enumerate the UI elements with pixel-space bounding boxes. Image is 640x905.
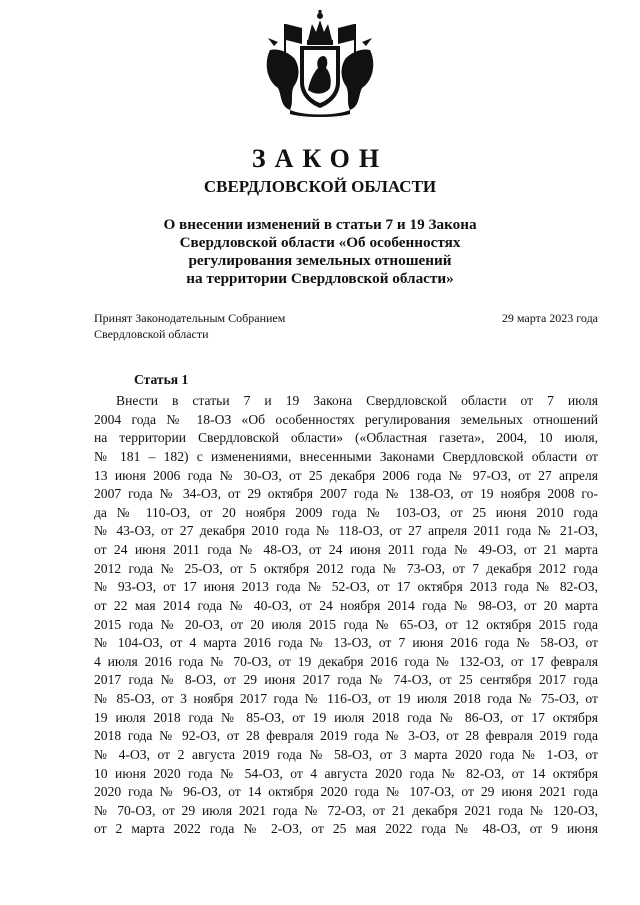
region-title: СВЕРДЛОВСКОЙ ОБЛАСТИ	[203, 177, 437, 196]
article-line: № 43-ОЗ, от 27 декабря 2010 года № 118-ОЗ, от 27 апреля 2011 года № 21-ОЗ,	[94, 523, 598, 539]
subtitle-line: на территории Свердловской области»	[186, 270, 454, 287]
adoption-line: Принят Законодательным Собранием	[94, 311, 286, 325]
article-line: № 93-ОЗ, от 17 июня 2013 года № 52-ОЗ, от 17 октября 2013 года № 82-ОЗ,	[94, 579, 598, 595]
article-line: на территории Свердловской области» («Областная газета», 2004, 10 июля,	[94, 430, 598, 446]
article-line: 4 июля 2016 года № 70-ОЗ, от 19 декабря 2016 года № 132-ОЗ, от 17 февраля	[94, 653, 598, 669]
article-line: от 24 июня 2011 года № 48-ОЗ, от 24 июня 2011 года № 49-ОЗ, от 21 марта	[94, 542, 598, 557]
article-line: Внести в статьи 7 и 19 Закона Свердловской области от 7 июля	[116, 393, 598, 408]
subtitle-line: О внесении изменений в статьи 7 и 19 Закона	[163, 216, 477, 233]
article-line: № 85-ОЗ, от 3 ноября 2017 года № 116-ОЗ, от 19 июля 2018 года № 75-ОЗ, от	[94, 691, 598, 706]
article-line: 2015 года № 20-ОЗ, от 20 июля 2015 года № 65-ОЗ, от 12 октября 2015 года	[94, 616, 598, 632]
adoption-date: 29 марта 2023 года	[501, 311, 598, 325]
article-line: 10 июня 2020 года № 54-ОЗ, от 4 августа 2020 года № 82-ОЗ, от 14 октября	[94, 765, 598, 781]
article-line: № 70-ОЗ, от 29 июля 2021 года № 72-ОЗ, от 21 декабря 2021 года № 120-ОЗ,	[94, 802, 598, 818]
article-line: 2012 года № 25-ОЗ, от 5 октября 2012 года № 73-ОЗ, от 7 декабря 2012 года	[94, 560, 598, 576]
article-line: 13 июня 2006 года № 30-ОЗ, от 25 декабря 2006 года № 97-ОЗ, от 27 апреля	[94, 467, 598, 483]
subtitle-line: регулирования земельных отношений	[188, 252, 452, 269]
sverdlovsk-coat-of-arms-icon	[260, 10, 380, 118]
article-line: 19 июля 2018 года № 85-ОЗ, от 19 июля 2018 года № 86-ОЗ, от 17 октября	[94, 709, 598, 725]
adoption-line: Свердловской области	[94, 327, 209, 341]
article-line: 2007 года № 34-ОЗ, от 29 октября 2007 года № 138-ОЗ, от 19 ноября 2008 го-	[94, 486, 598, 502]
subtitle-line: Свердловской области «Об особенностях	[179, 234, 461, 251]
article-line: от 22 мая 2014 года № 40-ОЗ, от 24 ноября 2014 года № 98-ОЗ, от 20 марта	[94, 597, 598, 613]
article-line: от 2 марта 2022 года № 2-ОЗ, от 25 мая 2022 года № 48-ОЗ, от 9 июня	[94, 821, 598, 837]
article-body	[94, 392, 598, 839]
law-subtitle	[0, 216, 640, 288]
article-line: № 4-ОЗ, от 2 августа 2019 года № 58-ОЗ, от 3 марта 2020 года № 1-ОЗ, от	[94, 746, 598, 762]
adoption-info	[94, 310, 354, 342]
article-line: № 104-ОЗ, от 4 марта 2016 года № 13-ОЗ, от 7 июня 2016 года № 58-ОЗ, от	[94, 635, 598, 651]
article-line: 2018 года № 92-ОЗ, от 28 февраля 2019 года № 3-ОЗ, от 28 февраля 2019 года	[94, 728, 598, 744]
article-line: 2004 года № 18-ОЗ «Об особенностях регулирования земельных отношений	[94, 411, 598, 427]
article-line: № 181 – 182) с изменениями, внесенными Законами Свердловской области от	[94, 448, 598, 464]
article-heading: Статья 1	[134, 372, 189, 387]
law-label: ЗАКОН	[251, 144, 389, 173]
article-line: 2020 года № 96-ОЗ, от 14 октября 2020 года № 107-ОЗ, от 29 июня 2021 года	[94, 784, 598, 800]
article-line: да № 110-ОЗ, от 20 ноября 2009 года № 103-ОЗ, от 25 июня 2010 года	[94, 504, 598, 520]
article-line: 2017 года № 8-ОЗ, от 29 июня 2017 года № 74-ОЗ, от 25 сентября 2017 года	[94, 672, 598, 688]
